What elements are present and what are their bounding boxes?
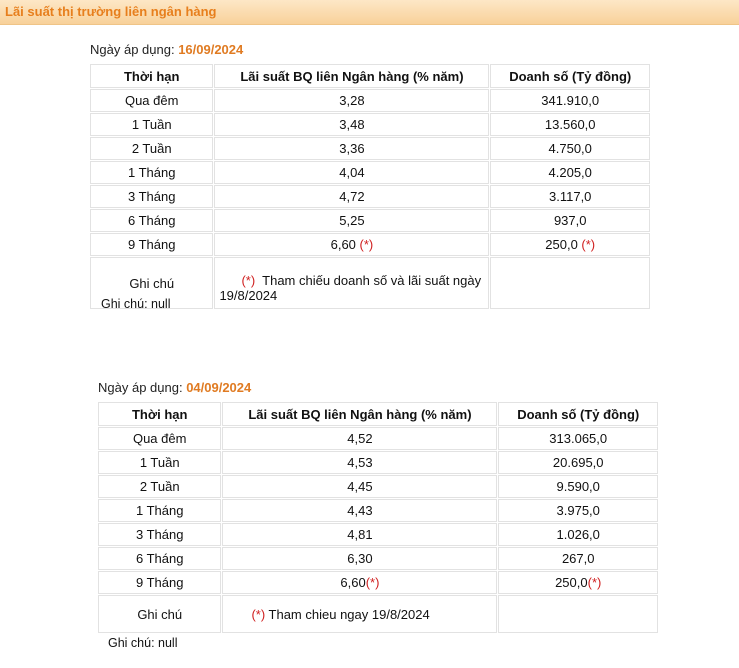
term-cell: 3 Tháng xyxy=(98,523,221,546)
term-cell: 2 Tuần xyxy=(90,137,213,160)
term-cell: 2 Tuần xyxy=(98,475,221,498)
term-cell: 6 Tháng xyxy=(90,209,213,232)
volume-cell: 4.750,0 xyxy=(490,137,650,160)
volume-cell: 937,0 xyxy=(490,209,650,232)
rate-cell: 4,72 xyxy=(214,185,489,208)
reference-asterisk: (*) xyxy=(365,575,380,590)
section-title: Lãi suất thị trường liên ngân hàng xyxy=(5,4,217,19)
term-cell: 6 Tháng xyxy=(98,547,221,570)
applied-date-label: Ngày áp dụng: xyxy=(90,42,179,57)
reference-asterisk: (*) xyxy=(359,237,374,252)
term-cell: 9 Tháng xyxy=(90,233,213,256)
note-label-cell: Ghi chú xyxy=(90,257,213,309)
column-header-term: Thời hạn xyxy=(98,402,221,426)
rate-cell: 3,36 xyxy=(214,137,489,160)
rate-cell: 3,28 xyxy=(214,89,489,112)
interbank-rate-table xyxy=(97,401,659,634)
table-row xyxy=(98,499,658,522)
note-asterisk: (*) xyxy=(251,606,266,622)
table-row xyxy=(98,523,658,546)
reference-asterisk: (*) xyxy=(581,237,596,252)
note-text: Tham chieu ngay 19/8/2024 xyxy=(265,606,430,622)
note-text-cell xyxy=(222,595,497,633)
volume-cell: 341.910,0 xyxy=(490,89,650,112)
table-row xyxy=(90,209,650,232)
volume-cell: 1.026,0 xyxy=(498,523,658,546)
volume-cell: 250,0 (*) xyxy=(490,233,650,256)
rate-cell: 4,52 xyxy=(222,427,497,450)
rate-cell: 6,60 (*) xyxy=(214,233,489,256)
term-cell: Qua đêm xyxy=(98,427,221,450)
volume-cell: 9.590,0 xyxy=(498,475,658,498)
volume-cell: 313.065,0 xyxy=(498,427,658,450)
table-row xyxy=(98,475,658,498)
table-row xyxy=(90,161,650,184)
term-cell: 9 Tháng xyxy=(98,571,221,594)
note-row xyxy=(90,257,650,309)
rate-cell: 4,81 xyxy=(222,523,497,546)
rate-cell: 4,43 xyxy=(222,499,497,522)
term-cell: 1 Tháng xyxy=(90,161,213,184)
volume-cell: 3.117,0 xyxy=(490,185,650,208)
note-asterisk: (*) xyxy=(241,273,256,288)
applied-date-line xyxy=(98,380,251,395)
volume-cell: 267,0 xyxy=(498,547,658,570)
note-empty-cell xyxy=(490,257,650,309)
table-row xyxy=(90,137,650,160)
interbank-rate-table xyxy=(89,63,651,310)
table-row xyxy=(90,233,650,256)
note-null-label: Ghi chú: null xyxy=(108,636,178,650)
note-row xyxy=(98,595,658,633)
term-cell: 1 Tháng xyxy=(98,499,221,522)
volume-cell: 20.695,0 xyxy=(498,451,658,474)
table-row xyxy=(90,89,650,112)
column-header-volume: Doanh số (Tỷ đồng) xyxy=(490,64,650,88)
rate-cell: 4,45 xyxy=(222,475,497,498)
table-row xyxy=(90,113,650,136)
note-text: Tham chiếu doanh số và lãi suất ngày 19/8/2024 xyxy=(219,273,485,303)
term-cell: 1 Tuần xyxy=(90,113,213,136)
rate-cell: 5,25 xyxy=(214,209,489,232)
table-row xyxy=(98,427,658,450)
table-row xyxy=(98,547,658,570)
term-cell: 3 Tháng xyxy=(90,185,213,208)
table-row xyxy=(98,571,658,594)
term-cell: Qua đêm xyxy=(90,89,213,112)
column-header-volume: Doanh số (Tỷ đồng) xyxy=(498,402,658,426)
reference-asterisk: (*) xyxy=(587,575,602,590)
table-header-row xyxy=(90,64,650,88)
rate-cell: 4,53 xyxy=(222,451,497,474)
column-header-rate: Lãi suất BQ liên Ngân hàng (% năm) xyxy=(222,402,497,426)
rate-cell: 3,48 xyxy=(214,113,489,136)
applied-date-value: 16/09/2024 xyxy=(178,42,244,57)
note-label-cell: Ghi chú xyxy=(98,595,221,633)
table-row xyxy=(98,451,658,474)
applied-date-line xyxy=(90,42,243,57)
rate-cell: 6,60(*) xyxy=(222,571,497,594)
note-text-cell xyxy=(214,257,489,309)
volume-cell: 250,0(*) xyxy=(498,571,658,594)
table-row xyxy=(90,185,650,208)
volume-cell: 3.975,0 xyxy=(498,499,658,522)
volume-cell: 13.560,0 xyxy=(490,113,650,136)
term-cell: 1 Tuần xyxy=(98,451,221,474)
applied-date-label: Ngày áp dụng: xyxy=(98,380,187,395)
volume-cell: 4.205,0 xyxy=(490,161,650,184)
note-null-label: Ghi chú: null xyxy=(101,297,171,311)
table-header-row xyxy=(98,402,658,426)
column-header-rate: Lãi suất BQ liên Ngân hàng (% năm) xyxy=(214,64,489,88)
note-empty-cell xyxy=(498,595,658,633)
section-header-bar xyxy=(0,0,739,25)
rate-cell: 6,30 xyxy=(222,547,497,570)
column-header-term: Thời hạn xyxy=(90,64,213,88)
applied-date-value: 04/09/2024 xyxy=(186,380,252,395)
rate-cell: 4,04 xyxy=(214,161,489,184)
